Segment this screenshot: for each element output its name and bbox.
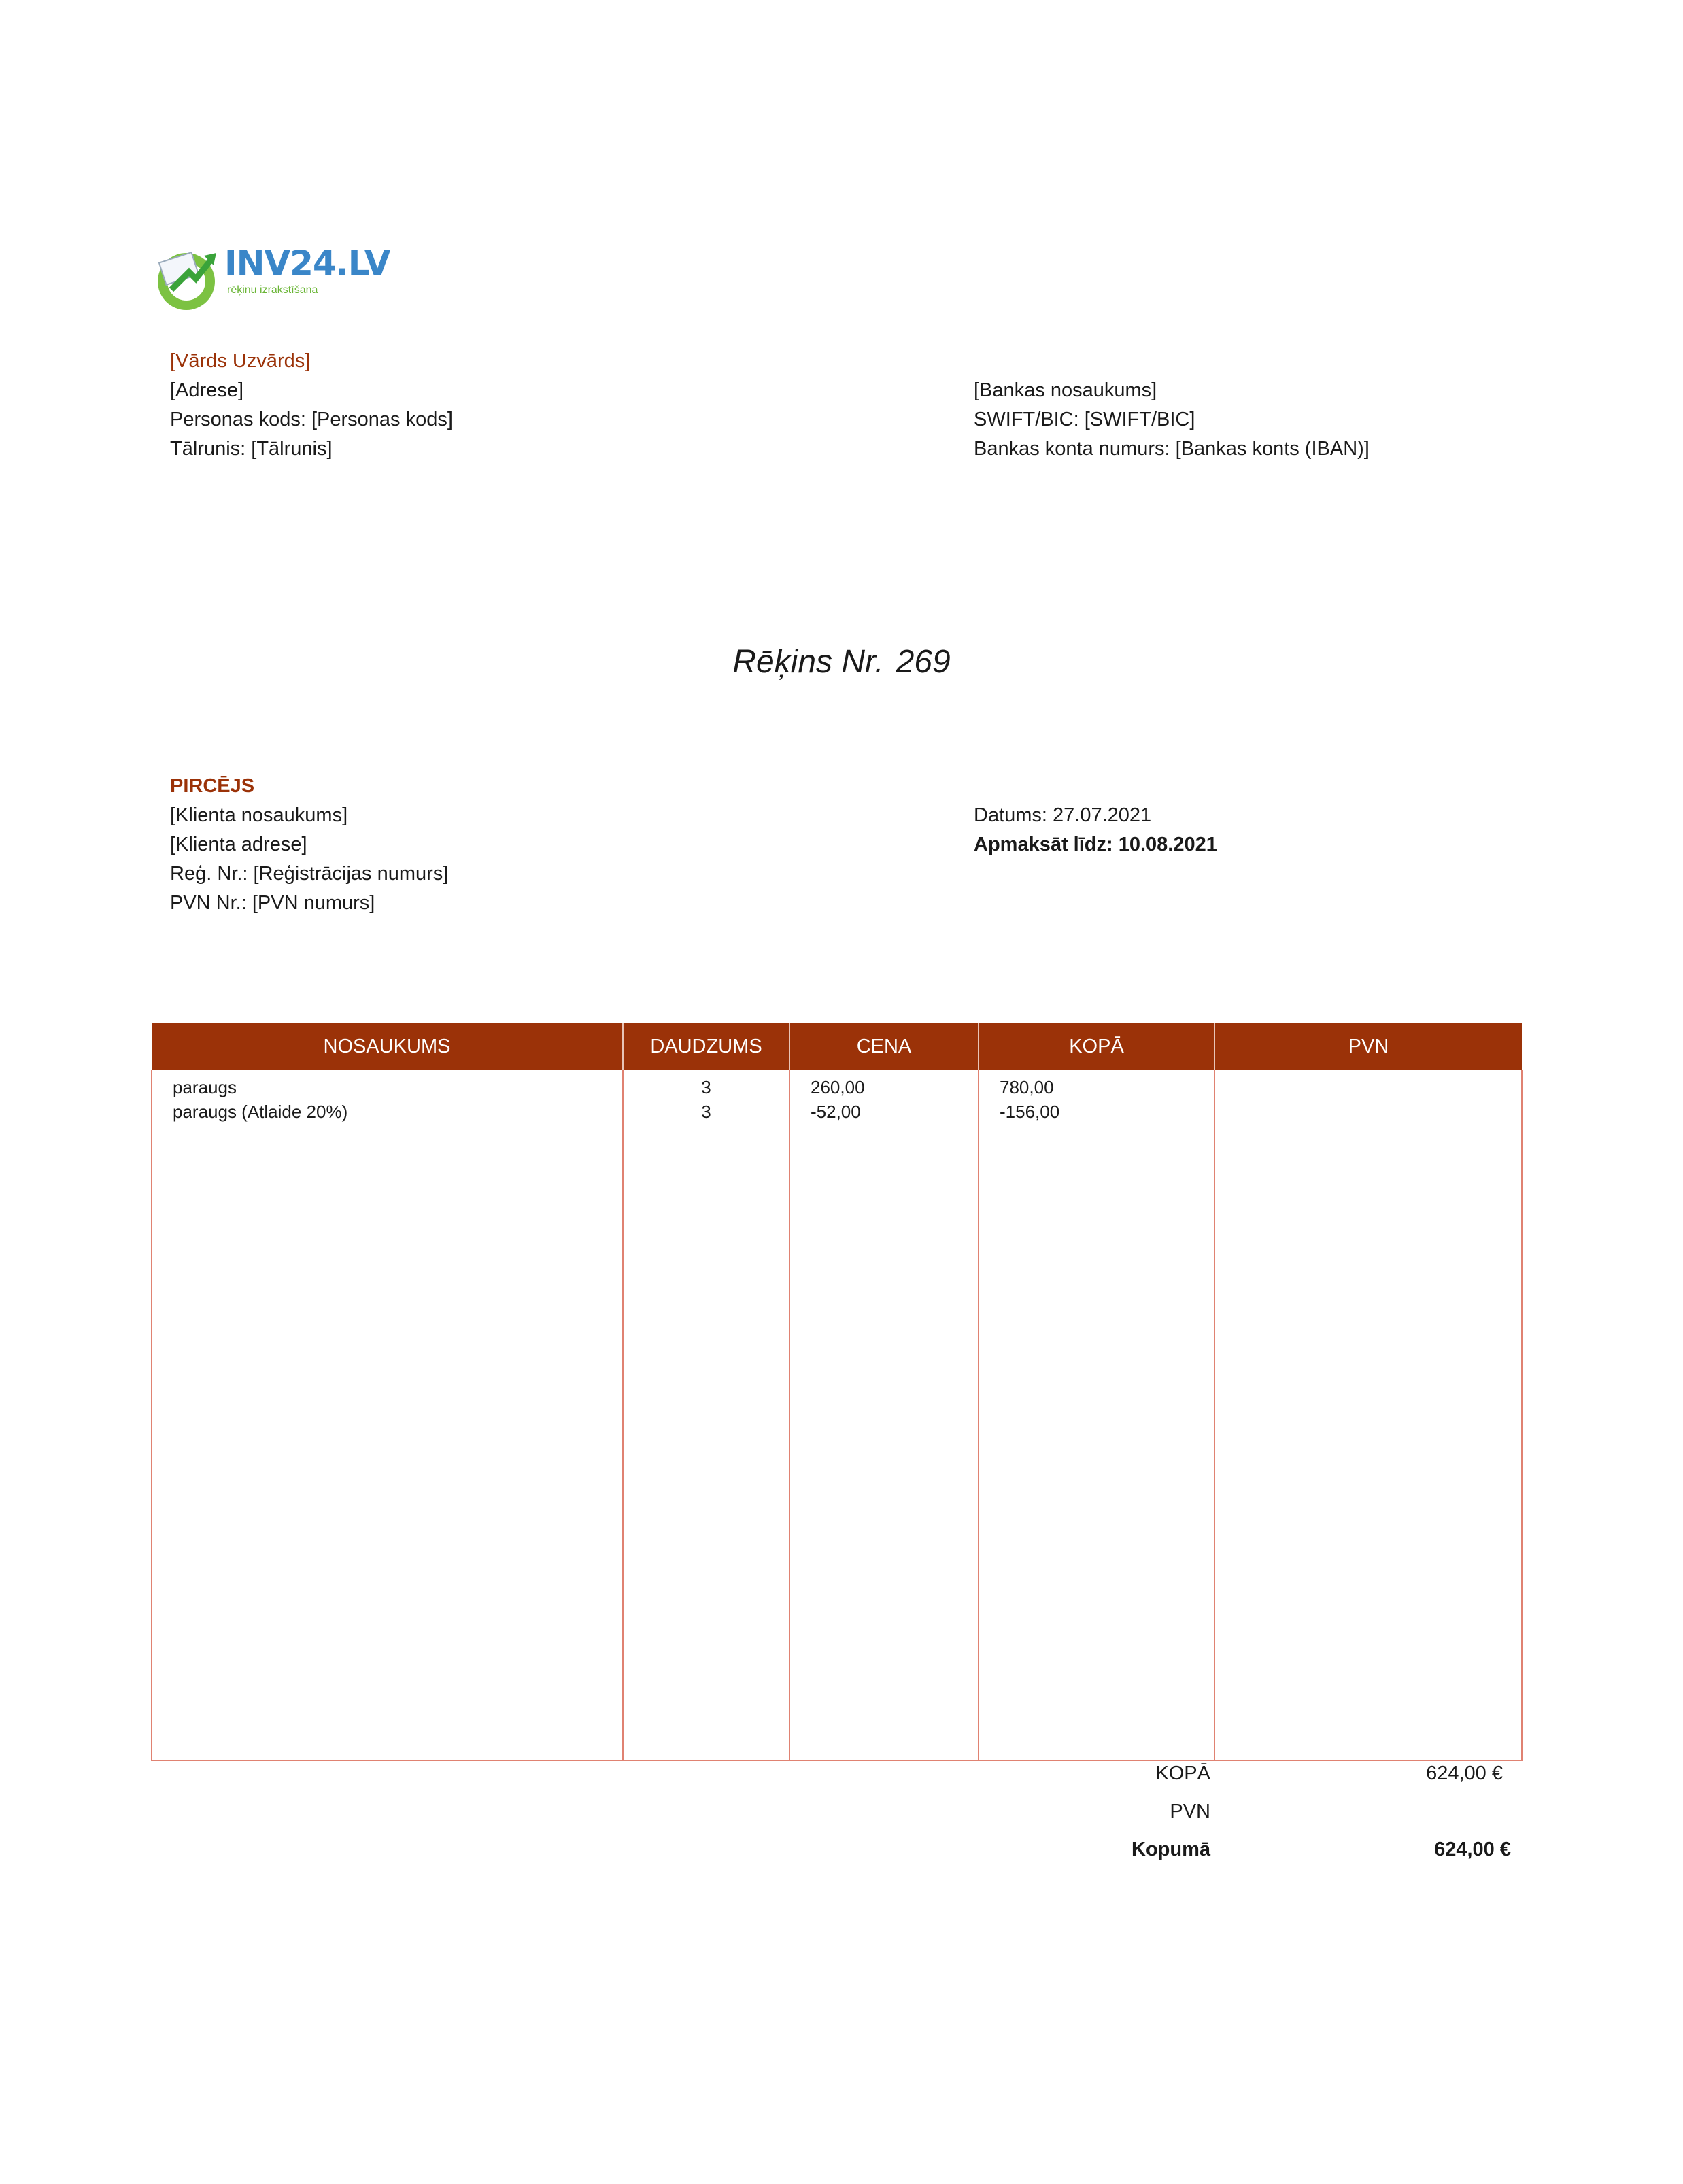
subtotal-label: KOPĀ [1155, 1762, 1210, 1784]
table-header-row [152, 1023, 1522, 1070]
bank-name: [Bankas nosaukums] [974, 379, 1157, 401]
header-name: NOSAUKUMS [152, 1023, 623, 1070]
vat-label: PVN [1170, 1801, 1210, 1822]
column-total [979, 1070, 1214, 1760]
row-2-name: paraugs (Atlaide 20%) [173, 1102, 348, 1122]
table-body-row [152, 1070, 1522, 1760]
seller-name: [Vārds Uzvārds] [170, 350, 311, 372]
bank-account: Bankas konta numurs: [Bankas konts (IBAN)] [974, 438, 1370, 460]
invoice-date: Datums: 27.07.2021 [974, 804, 1152, 826]
buyer-block [170, 772, 448, 918]
buyer-reg-number: Reģ. Nr.: [Reģistrācijas numurs] [170, 863, 449, 885]
logo-text: INV24.LV [224, 243, 390, 283]
seller-block [170, 347, 453, 464]
column-vat [1214, 1070, 1522, 1760]
buyer-vat-number: PVN Nr.: [PVN numurs] [170, 892, 375, 914]
logo-icon [151, 242, 222, 313]
subtotal-value: 624,00 € [1426, 1762, 1503, 1784]
invoice-title-label: Rēķins Nr. [732, 644, 884, 680]
header-price: CENA [789, 1023, 979, 1070]
column-quantity [623, 1070, 789, 1760]
seller-phone: Tālrunis: [Tālrunis] [170, 438, 333, 460]
bank-swift: SWIFT/BIC: [SWIFT/BIC] [974, 409, 1195, 430]
items-table [151, 1023, 1523, 1761]
header-vat: PVN [1214, 1023, 1522, 1070]
company-logo [151, 242, 390, 313]
dates-block [974, 801, 1217, 859]
column-name [152, 1070, 623, 1760]
grand-total-value: 624,00 € [1434, 1839, 1511, 1860]
grand-total-label: Kopumā [1132, 1839, 1210, 1860]
row-2-qty: 3 [701, 1102, 711, 1122]
due-date: Apmaksāt līdz: 10.08.2021 [974, 834, 1217, 855]
seller-address: [Adrese] [170, 379, 243, 401]
row-1-price: 260,00 [811, 1077, 865, 1097]
logo-subtitle: rēķinu izrakstīšana [227, 284, 318, 296]
buyer-heading: PIRCĒJS [170, 775, 255, 797]
bank-block [974, 376, 1370, 464]
column-price [789, 1070, 979, 1760]
invoice-number: 269 [896, 644, 951, 680]
buyer-address: [Klienta adrese] [170, 834, 307, 855]
row-1-total: 780,00 [1000, 1077, 1054, 1097]
row-1-qty: 3 [701, 1077, 711, 1097]
seller-personal-code: Personas kods: [Personas kods] [170, 409, 453, 430]
row-2-price: -52,00 [811, 1102, 861, 1122]
invoice-title [0, 643, 1683, 681]
header-quantity: DAUDZUMS [623, 1023, 789, 1070]
row-1-name: paraugs [173, 1077, 237, 1097]
buyer-name: [Klienta nosaukums] [170, 804, 348, 826]
row-2-total: -156,00 [1000, 1102, 1060, 1122]
header-total: KOPĀ [979, 1023, 1214, 1070]
